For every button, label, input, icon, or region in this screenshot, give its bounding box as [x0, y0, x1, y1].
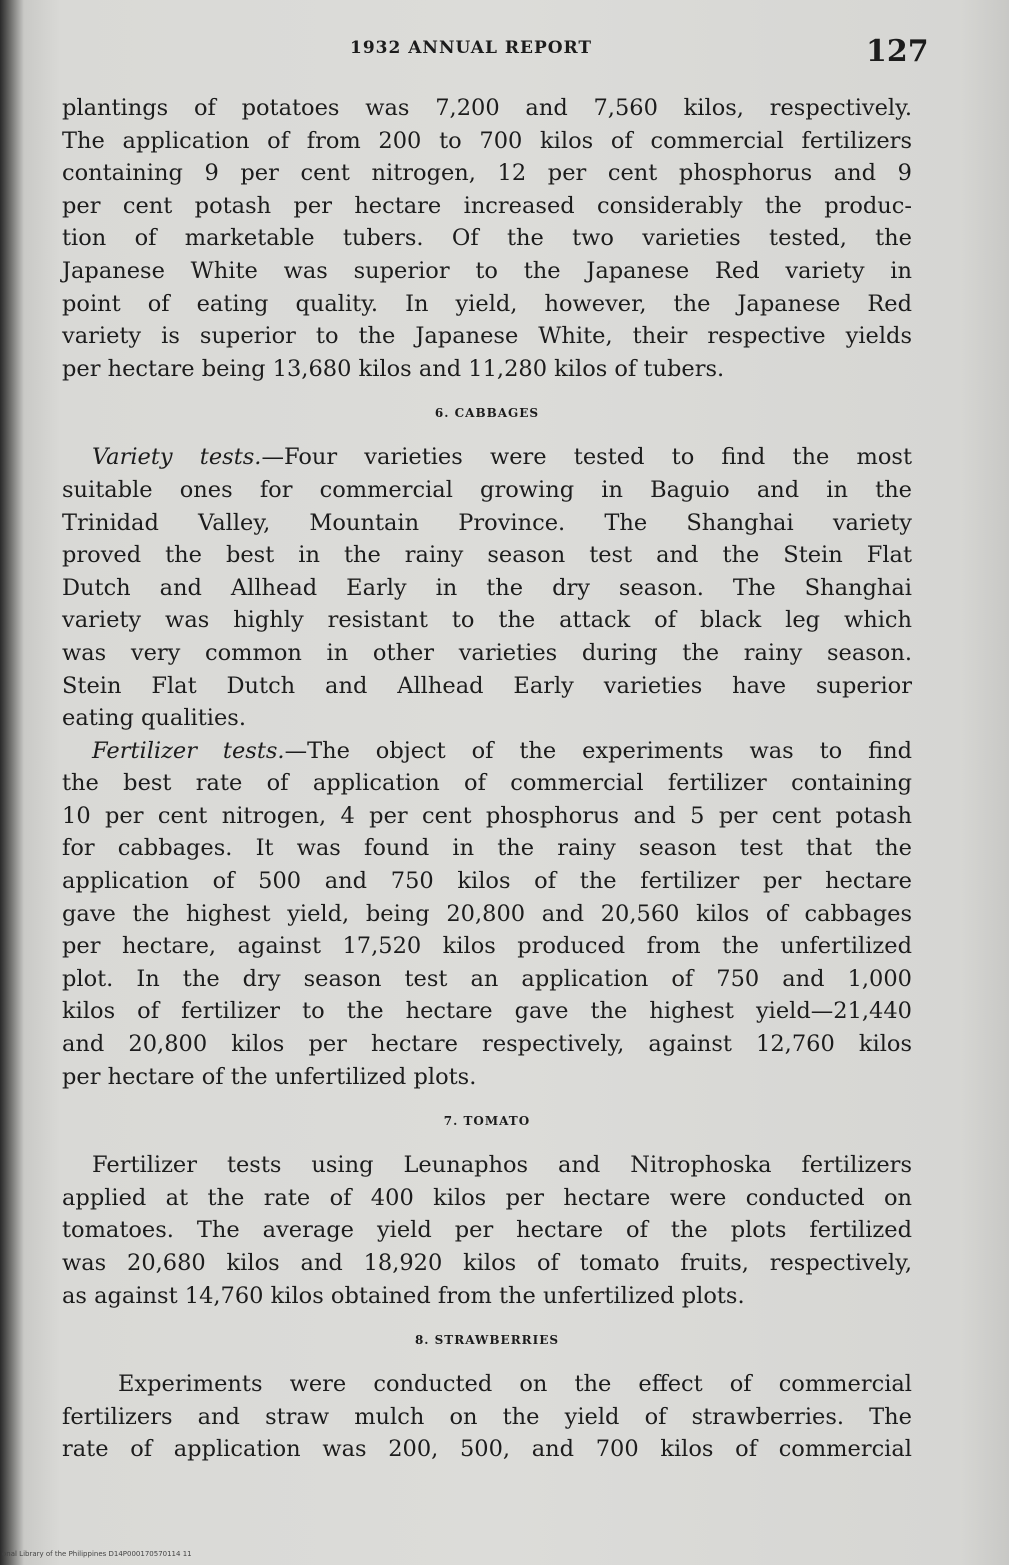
variety-tests-paragraph	[62, 441, 912, 734]
text-line: and 20,800 kilos per hectare respectively, against 12,760 kilos	[62, 1031, 912, 1058]
tomato-paragraph	[62, 1149, 912, 1312]
fertilizer-tests-paragraph	[62, 735, 912, 1094]
text-line: application of 500 and 750 kilos of the fertilizer per hectare	[62, 868, 912, 895]
text-line: was 20,680 kilos and 18,920 kilos of tomato fruits, respectively,	[62, 1250, 912, 1276]
text-line: tion of marketable tubers. Of the two varieties tested, the	[62, 225, 912, 252]
text-line: containing 9 per cent nitrogen, 12 per cent phosphorus and 9	[62, 160, 912, 187]
text-line: point of eating quality. In yield, however, the Japanese Red	[62, 290, 912, 317]
text-line: eating qualities.	[62, 705, 246, 732]
text-line: 10 per cent nitrogen, 4 per cent phosphorus and 5 per cent potash	[62, 802, 912, 829]
text-line: was very common in other varieties during the rainy season.	[62, 639, 912, 666]
scan-credit: onal Library of the Philippines D14P000170570114 11	[2, 1550, 192, 1558]
text-line: plot. In the dry season test an application of 750 and 1,000	[62, 965, 912, 992]
text-line: proved the best in the rainy season test and the Stein Flat	[62, 542, 912, 569]
text-line: suitable ones for commercial growing in Baguio and in the	[62, 476, 912, 503]
text-line: Experiments were conducted on the effect of commercial	[118, 1371, 912, 1398]
text-line: for cabbages. It was found in the rainy season test that the	[62, 835, 912, 862]
text-line: rate of application was 200, 500, and 700 kilos of commercial	[62, 1436, 912, 1463]
text-line: variety was highly resistant to the attack of black leg which	[62, 607, 912, 634]
text-line: The application of from 200 to 700 kilos of commercial fertilizers	[62, 127, 912, 154]
text-line: Stein Flat Dutch and Allhead Early varieties have superior	[62, 672, 912, 699]
text-line: as against 14,760 kilos obtained from the unfertilized plots.	[62, 1282, 745, 1309]
section-heading-strawberries: 8. STRAWBERRIES	[414, 1333, 560, 1348]
intro-paragraph	[62, 92, 912, 385]
text-line: per cent potash per hectare increased considerably the produc-	[62, 192, 912, 219]
text-line: per hectare being 13,680 kilos and 11,280 kilos of tubers.	[62, 355, 725, 382]
text-line: per hectare, against 17,520 kilos produced from the unfertilized	[62, 933, 912, 960]
text-line: per hectare of the unfertilized plots.	[62, 1063, 477, 1090]
text-line: Fertilizer tests.—The object of the experiments was to find	[92, 737, 912, 764]
text-line: Fertilizer tests using Leunaphos and Nitrophoska fertilizers	[92, 1152, 912, 1179]
text-line: Variety tests.—Four varieties were tested to find the most	[92, 444, 912, 471]
section-heading-cabbages: 6. CABBAGES	[434, 406, 540, 421]
strawberries-paragraph	[62, 1368, 912, 1466]
text-line: fertilizers and straw mulch on the yield of strawberries. The	[62, 1403, 912, 1430]
running-head: 1932 ANNUAL REPORT	[350, 38, 593, 58]
text-line: variety is superior to the Japanese White, their respective yields	[62, 323, 912, 350]
section-heading-tomato: 7. TOMATO	[443, 1114, 531, 1129]
variety-tests-label: Variety tests.	[92, 444, 262, 471]
text-line: Japanese White was superior to the Japanese Red variety in	[62, 257, 912, 284]
text-line: applied at the rate of 400 kilos per hectare were conducted on	[62, 1184, 912, 1211]
text-line: gave the highest yield, being 20,800 and 20,560 kilos of cabbages	[62, 900, 912, 927]
fertilizer-tests-label: Fertilizer tests.	[92, 737, 285, 764]
text-line: tomatoes. The average yield per hectare of the plots fertilized	[62, 1217, 912, 1244]
text-line: the best rate of application of commercial fertilizer containing	[62, 770, 912, 797]
text-line: plantings of potatoes was 7,200 and 7,560 kilos, respectively.	[62, 95, 912, 121]
page-number: 127	[866, 34, 929, 69]
text-line: Dutch and Allhead Early in the dry season. The Shanghai	[62, 574, 912, 601]
text-line: Trinidad Valley, Mountain Province. The Shanghai variety	[62, 509, 912, 536]
text-line: kilos of fertilizer to the hectare gave the highest yield—21,440	[62, 998, 912, 1025]
page-header	[0, 30, 1009, 80]
page-body	[62, 92, 912, 1466]
